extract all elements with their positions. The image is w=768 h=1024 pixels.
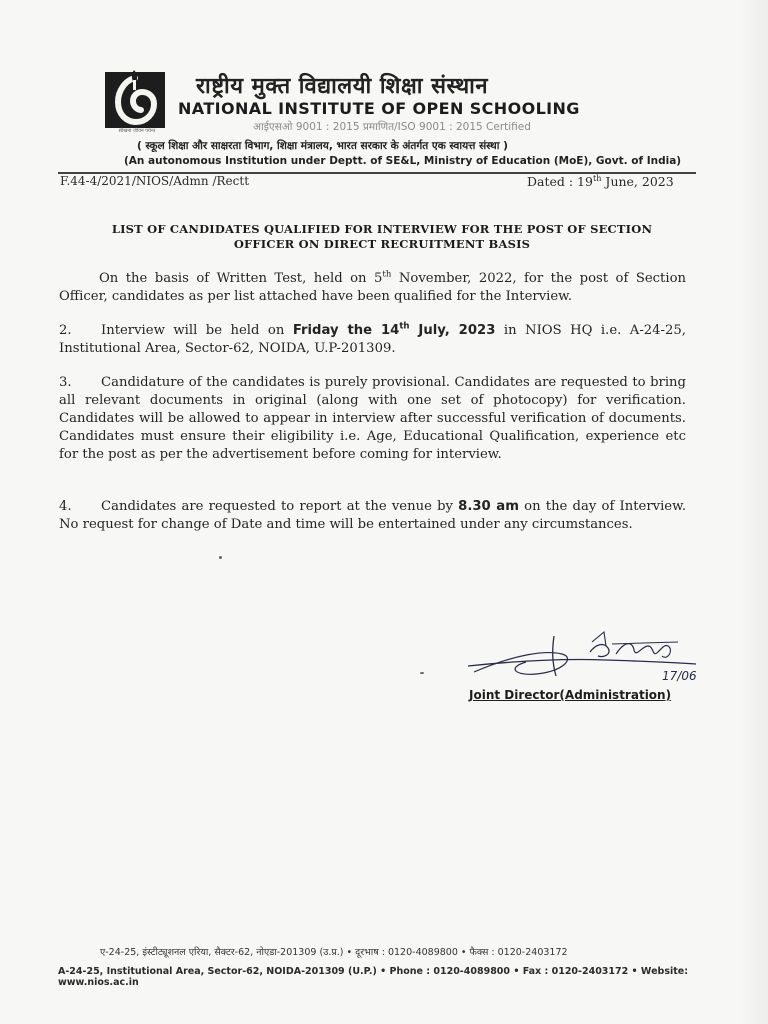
issue-date: Dated : 19th June, 2023	[527, 172, 674, 189]
signature-date: 17/06	[662, 669, 697, 683]
footer-address-english: A-24-25, Institutional Area, Sector-62, NOIDA-201309 (U.P.) • Phone : 0120-4089800 • Fax : 0120-2403172 • Website: www.nios.ac.in	[58, 966, 689, 988]
nios-logo-icon	[104, 66, 170, 132]
institute-english-name: NATIONAL INSTITUTE OF OPEN SCHOOLING	[178, 99, 580, 118]
paragraph-4: 4. Candidates are requested to report at the venue by 8.30 am on the day of Interview. No request for change of Date and time will be entertained under any circumstances.	[59, 499, 687, 532]
speck-mark	[219, 556, 222, 559]
heading-line-1: LIST OF CANDIDATES QUALIFIED FOR INTERVIEW FOR THE POST OF SECTION	[111, 222, 653, 236]
paragraph-number: 4.	[59, 499, 72, 514]
reporting-time: 8.30 am	[458, 499, 519, 514]
signatory-title: Joint Director(Administration)	[469, 688, 672, 702]
institute-hindi-name: राष्ट्रीय मुक्त विद्यालयी शिक्षा संस्थान	[196, 74, 489, 99]
interview-date: Friday the 14th July, 2023	[292, 321, 496, 338]
file-number: F.44-4/2021/NIOS/Admn /Rectt	[60, 174, 250, 188]
paragraph-2: 2. Interview will be held on Friday the 14th July, 2023 in NIOS HQ i.e. A-24-25, Institutional Area, Sector-62, NOIDA, U.P-201309.	[59, 321, 686, 356]
institute-hindi-subtitle: ( स्कूल शिक्षा और साक्षरता विभाग, शिक्षा मंत्रालय, भारत सरकार के अंतर्गत एक स्वायत्त संस्था )	[137, 140, 508, 152]
paragraph-number: 2.	[59, 323, 72, 338]
heading-line-2: OFFICER ON DIRECT RECRUITMENT BASIS	[233, 237, 531, 251]
iso-certification: आईएसओ 9001 : 2015 प्रमाणित/ISO 9001 : 2015 Certified	[253, 121, 531, 133]
paragraph-number: 3.	[59, 375, 72, 390]
logo-caption: सीखना जीवन पर्यन्त	[118, 128, 156, 134]
handwritten-signature	[466, 624, 702, 694]
notice-heading	[72, 222, 692, 252]
paragraph-3: 3. Candidature of the candidates is purely provisional. Candidates are requested to bring all relevant documents in original (along with one set of photocopy) for verification. Candidates will be allowed to appear in interview after successful verification of documents. Candidates must ensure their eligibility i.e. Age, Educational Qualification, experience etc for the post as per the advertisement before coming for interview.	[59, 375, 686, 462]
institute-english-subtitle: (An autonomous Institution under Deptt. of SE&L, Ministry of Education (MoE), Govt. of India)	[124, 155, 682, 167]
paragraph-1: On the basis of Written Test, held on 5th November, 2022, for the post of Section Officer, candidates as per list attached have been qualified for the Interview.	[59, 269, 687, 304]
speck-mark	[420, 672, 424, 674]
footer-address-hindi: ए-24-25, इंस्टीट्यूशनल एरिया, सैक्टर-62, नोएडा-201309 (उ.प्र.) • दूरभाष : 0120-4089800 • फैक्स : 0120-2403172	[100, 947, 568, 958]
page-edge-shadow	[738, 0, 768, 1024]
